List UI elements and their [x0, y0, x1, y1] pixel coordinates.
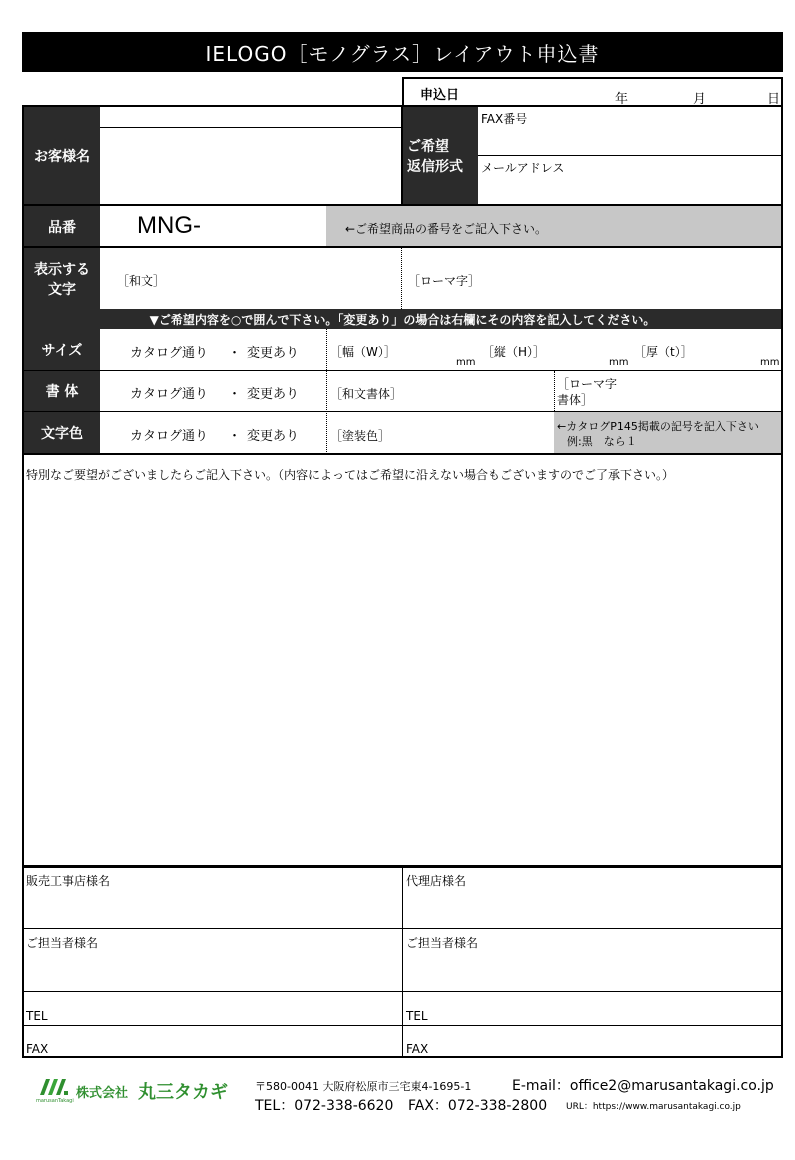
dealer-divider-2	[24, 991, 781, 992]
apply-date-box	[402, 77, 783, 106]
color-change-option[interactable]: 変更あり	[247, 429, 300, 444]
shop-name-label[interactable]: 販売工事店様名	[26, 874, 111, 888]
color-note-line2: 例:黒 なら１	[567, 435, 637, 448]
company-address: 〒580-0041 大阪府松原市三宅東4-1695-1	[255, 1080, 472, 1093]
product-note: ←ご希望商品の番号をご記入下さい。	[345, 222, 548, 236]
instruction-bar: ▼ご希望内容を○で囲んで下さい。「変更あり」の場合は右欄にその内容を記入してください。	[24, 309, 781, 329]
company-fax: FAX：072-338-2800	[408, 1098, 548, 1114]
font-roman-label-1[interactable]: ［ローマ字	[557, 377, 618, 391]
product-number-value[interactable]: MNG-	[137, 212, 201, 239]
company-prefix: 株式会社	[76, 1086, 129, 1101]
font-sep: ・	[228, 387, 242, 402]
shop-tel-label[interactable]: TEL	[26, 1009, 48, 1023]
form-title: IELOGO［モノグラス］レイアウト申込書	[22, 32, 783, 72]
color-catalog-option[interactable]: カタログ通り	[130, 429, 209, 444]
apply-date-year: 年	[615, 92, 629, 107]
reply-format-label: ご希望 返信形式	[403, 107, 478, 205]
color-label: 文字色	[24, 412, 100, 453]
company-logo-icon	[38, 1077, 70, 1097]
customer-name-field[interactable]	[101, 128, 401, 204]
size-change-option[interactable]: 変更あり	[247, 346, 300, 361]
size-label: サイズ	[24, 329, 100, 370]
size-width-label[interactable]: ［幅（W）］	[330, 345, 396, 359]
request-area[interactable]	[22, 455, 783, 867]
fax-number-label: FAX番号	[481, 112, 528, 126]
apply-date-day: 日	[767, 92, 781, 107]
size-thickness-unit: mm	[760, 357, 780, 368]
request-note: 特別なご要望がございましたらご記入下さい。（内容によってはご希望に沿えない場合もございますのでご了承下さい。）	[26, 468, 675, 482]
display-text-roman[interactable]: ［ローマ字］	[408, 274, 481, 288]
agent-tel-label[interactable]: TEL	[406, 1009, 428, 1023]
font-divider	[554, 371, 555, 411]
product-label: 品番	[24, 206, 100, 247]
customer-label: お客様名	[24, 107, 100, 205]
reply-divider	[478, 155, 781, 156]
company-name: 丸三タカギ	[138, 1082, 228, 1103]
fax-number-field[interactable]	[479, 124, 781, 155]
row-divider-2	[22, 246, 783, 248]
email-field[interactable]	[479, 173, 781, 204]
display-text-wabun[interactable]: ［和文］	[117, 274, 166, 288]
apply-date-label: 申込日	[420, 88, 460, 103]
dealer-center-divider	[402, 867, 403, 1056]
logo-subtext: marusanTakagi	[36, 1098, 74, 1104]
email-label: メールアドレス	[481, 161, 565, 175]
size-thickness-label[interactable]: ［厚（t）］	[634, 345, 693, 359]
font-wabun-label[interactable]: ［和文書体］	[330, 387, 403, 401]
size-width-unit: mm	[456, 357, 476, 368]
apply-date-month: 月	[693, 92, 707, 107]
font-change-option[interactable]: 変更あり	[247, 387, 300, 402]
shop-person-label[interactable]: ご担当者様名	[26, 936, 99, 950]
color-note-line1: ←カタログP145掲載の記号を記入下さい	[557, 420, 759, 433]
dealer-divider-1	[24, 928, 781, 929]
font-roman-label-2: 書体］	[557, 393, 594, 407]
font-catalog-option[interactable]: カタログ通り	[130, 387, 209, 402]
agent-person-label[interactable]: ご担当者様名	[406, 936, 479, 950]
dealer-divider-3	[24, 1025, 781, 1026]
display-text-divider	[401, 248, 402, 309]
company-tel: TEL：072-338-6620	[255, 1098, 394, 1114]
row-divider-3	[24, 370, 781, 371]
size-height-label[interactable]: ［縦（H）］	[482, 345, 546, 359]
size-catalog-option[interactable]: カタログ通り	[130, 346, 209, 361]
company-email[interactable]: E-mail：office2@marusantakagi.co.jp	[512, 1078, 774, 1094]
size-divider	[326, 329, 327, 452]
agent-fax-label[interactable]: FAX	[406, 1042, 429, 1056]
company-url[interactable]: URL：https://www.marusantakagi.co.jp	[566, 1102, 741, 1112]
size-sep: ・	[228, 346, 242, 361]
display-text-label: 表示する 文字	[24, 248, 100, 309]
agent-name-label[interactable]: 代理店様名	[406, 874, 467, 888]
size-height-unit: mm	[609, 357, 629, 368]
font-label: 書 体	[24, 371, 100, 411]
color-paint-label[interactable]: ［塗装色］	[330, 429, 391, 443]
shop-fax-label[interactable]: FAX	[26, 1042, 49, 1056]
color-sep: ・	[228, 429, 242, 444]
